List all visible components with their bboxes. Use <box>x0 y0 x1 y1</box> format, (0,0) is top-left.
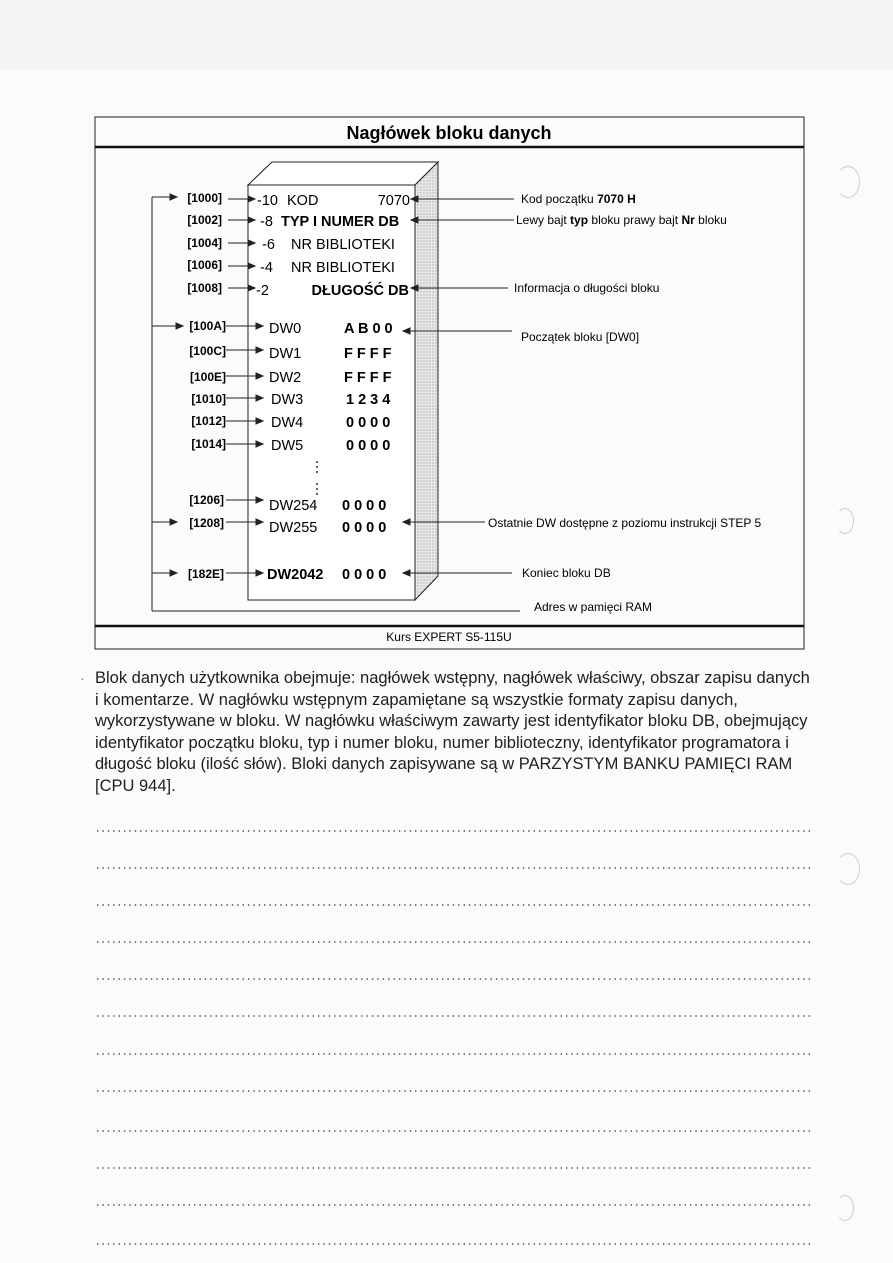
dotted-writing-line <box>95 1090 810 1092</box>
block-side-face <box>415 162 438 600</box>
annotation-last-dw: Ostatnie DW dostępne z poziomu instrukcji STEP 5 <box>488 516 762 530</box>
annotation-block-start: Początek bloku [DW0] <box>521 330 640 344</box>
row-offset: -10 <box>257 193 278 209</box>
addr-label: [1000] <box>187 191 222 205</box>
addr-label: [100E] <box>189 370 226 384</box>
dotted-writing-line <box>95 1015 810 1017</box>
row-offset: -4 <box>260 260 273 276</box>
dw-name: DW254 <box>269 498 318 514</box>
dw-name: DW2 <box>269 370 302 386</box>
dotted-writing-line <box>95 1167 810 1169</box>
addr-label: [182E] <box>187 567 224 581</box>
addr-label: [1004] <box>187 236 222 250</box>
dw-value: F F F F <box>344 370 392 386</box>
addr-label: [1002] <box>187 213 222 227</box>
row-offset: -2 <box>256 283 269 299</box>
dotted-writing-line <box>95 1053 810 1055</box>
dw-value: 0 0 0 0 <box>346 438 391 454</box>
dotted-writing-line <box>95 978 810 980</box>
dw-name: DW3 <box>271 392 304 408</box>
addr-label: [1012] <box>191 414 226 428</box>
addr-label: [1208] <box>189 516 224 530</box>
row-offset: -8 <box>260 214 273 230</box>
row-value: 7070 <box>377 193 410 209</box>
body-paragraph: Blok danych użytkownika obejmuje: nagłówek wstępny, nagłówek właściwy, obszar zapisu danych i komentarze. W nagłówku wstępnym zapamiętane są wszystkie formaty zapisu danych, wykorzystywane w bloku. W nagłówku właściwym zawarty jest identyfikator bloku DB, obejmujący identyfikator początku bloku, typ i numer bloku, numer biblioteczny, identyfikator programatora i długość bloku (ilość słów). Bloki danych zapisywane są w PARZYSTYM BANKU PAMIĘCI RAM [CPU 944]. <box>95 669 810 795</box>
dotted-writing-line <box>95 1130 810 1132</box>
dw-value: F F F F <box>344 346 392 362</box>
footer-course: Kurs EXPERT S5-115U <box>386 630 512 644</box>
addr-label: [1008] <box>187 281 222 295</box>
annotation-ram-address: Adres w pamięci RAM <box>534 600 653 614</box>
figure-title: Nagłówek bloku danych <box>346 123 552 143</box>
annotation-kod: Kod początku 7070 H <box>521 192 636 206</box>
dw-value: A B 0 0 <box>344 321 393 337</box>
dw-name: DW4 <box>271 415 304 431</box>
dotted-writing-line <box>95 867 810 869</box>
dw-name: DW255 <box>269 520 318 536</box>
dw-value: 0 0 0 0 <box>342 520 387 536</box>
dotted-writing-line <box>95 830 810 832</box>
annotation-typ: Lewy bajt typ bloku prawy bajt Nr bloku <box>516 213 727 227</box>
row-name: NR BIBLIOTEKI <box>291 260 395 276</box>
dotted-writing-line <box>95 1243 810 1245</box>
dw-name: DW0 <box>269 321 302 337</box>
row-name: KOD <box>287 193 319 209</box>
bullet-mark: · <box>80 670 85 686</box>
dotted-writing-line <box>95 904 810 906</box>
dw-value: 0 0 0 0 <box>342 567 387 583</box>
addr-label: [1206] <box>189 493 224 507</box>
addr-label: [1014] <box>191 437 226 451</box>
dw-name: DW2042 <box>267 567 324 583</box>
row-name: DŁUGOŚĆ DB <box>311 283 409 299</box>
dw-name: DW5 <box>271 438 304 454</box>
block-top-face <box>248 162 438 185</box>
addr-label: [1010] <box>191 392 226 406</box>
row-name: NR BIBLIOTEKI <box>291 237 395 253</box>
addr-label: [100A] <box>189 319 226 333</box>
dotted-writing-line <box>95 1204 810 1206</box>
addr-label: [100C] <box>189 344 226 358</box>
row-name: TYP I NUMER DB <box>281 214 400 230</box>
addr-label: [1006] <box>187 258 222 272</box>
row-offset: -6 <box>262 237 275 253</box>
dw-name: DW1 <box>269 346 302 362</box>
dw-value: 0 0 0 0 <box>342 498 387 514</box>
annotation-end-db: Koniec bloku DB <box>522 566 611 580</box>
dotted-writing-line <box>95 941 810 943</box>
dw-value: 0 0 0 0 <box>346 415 391 431</box>
annotation-length: Informacja o długości bloku <box>514 281 660 295</box>
dw-value: 1 2 3 4 <box>346 392 391 408</box>
